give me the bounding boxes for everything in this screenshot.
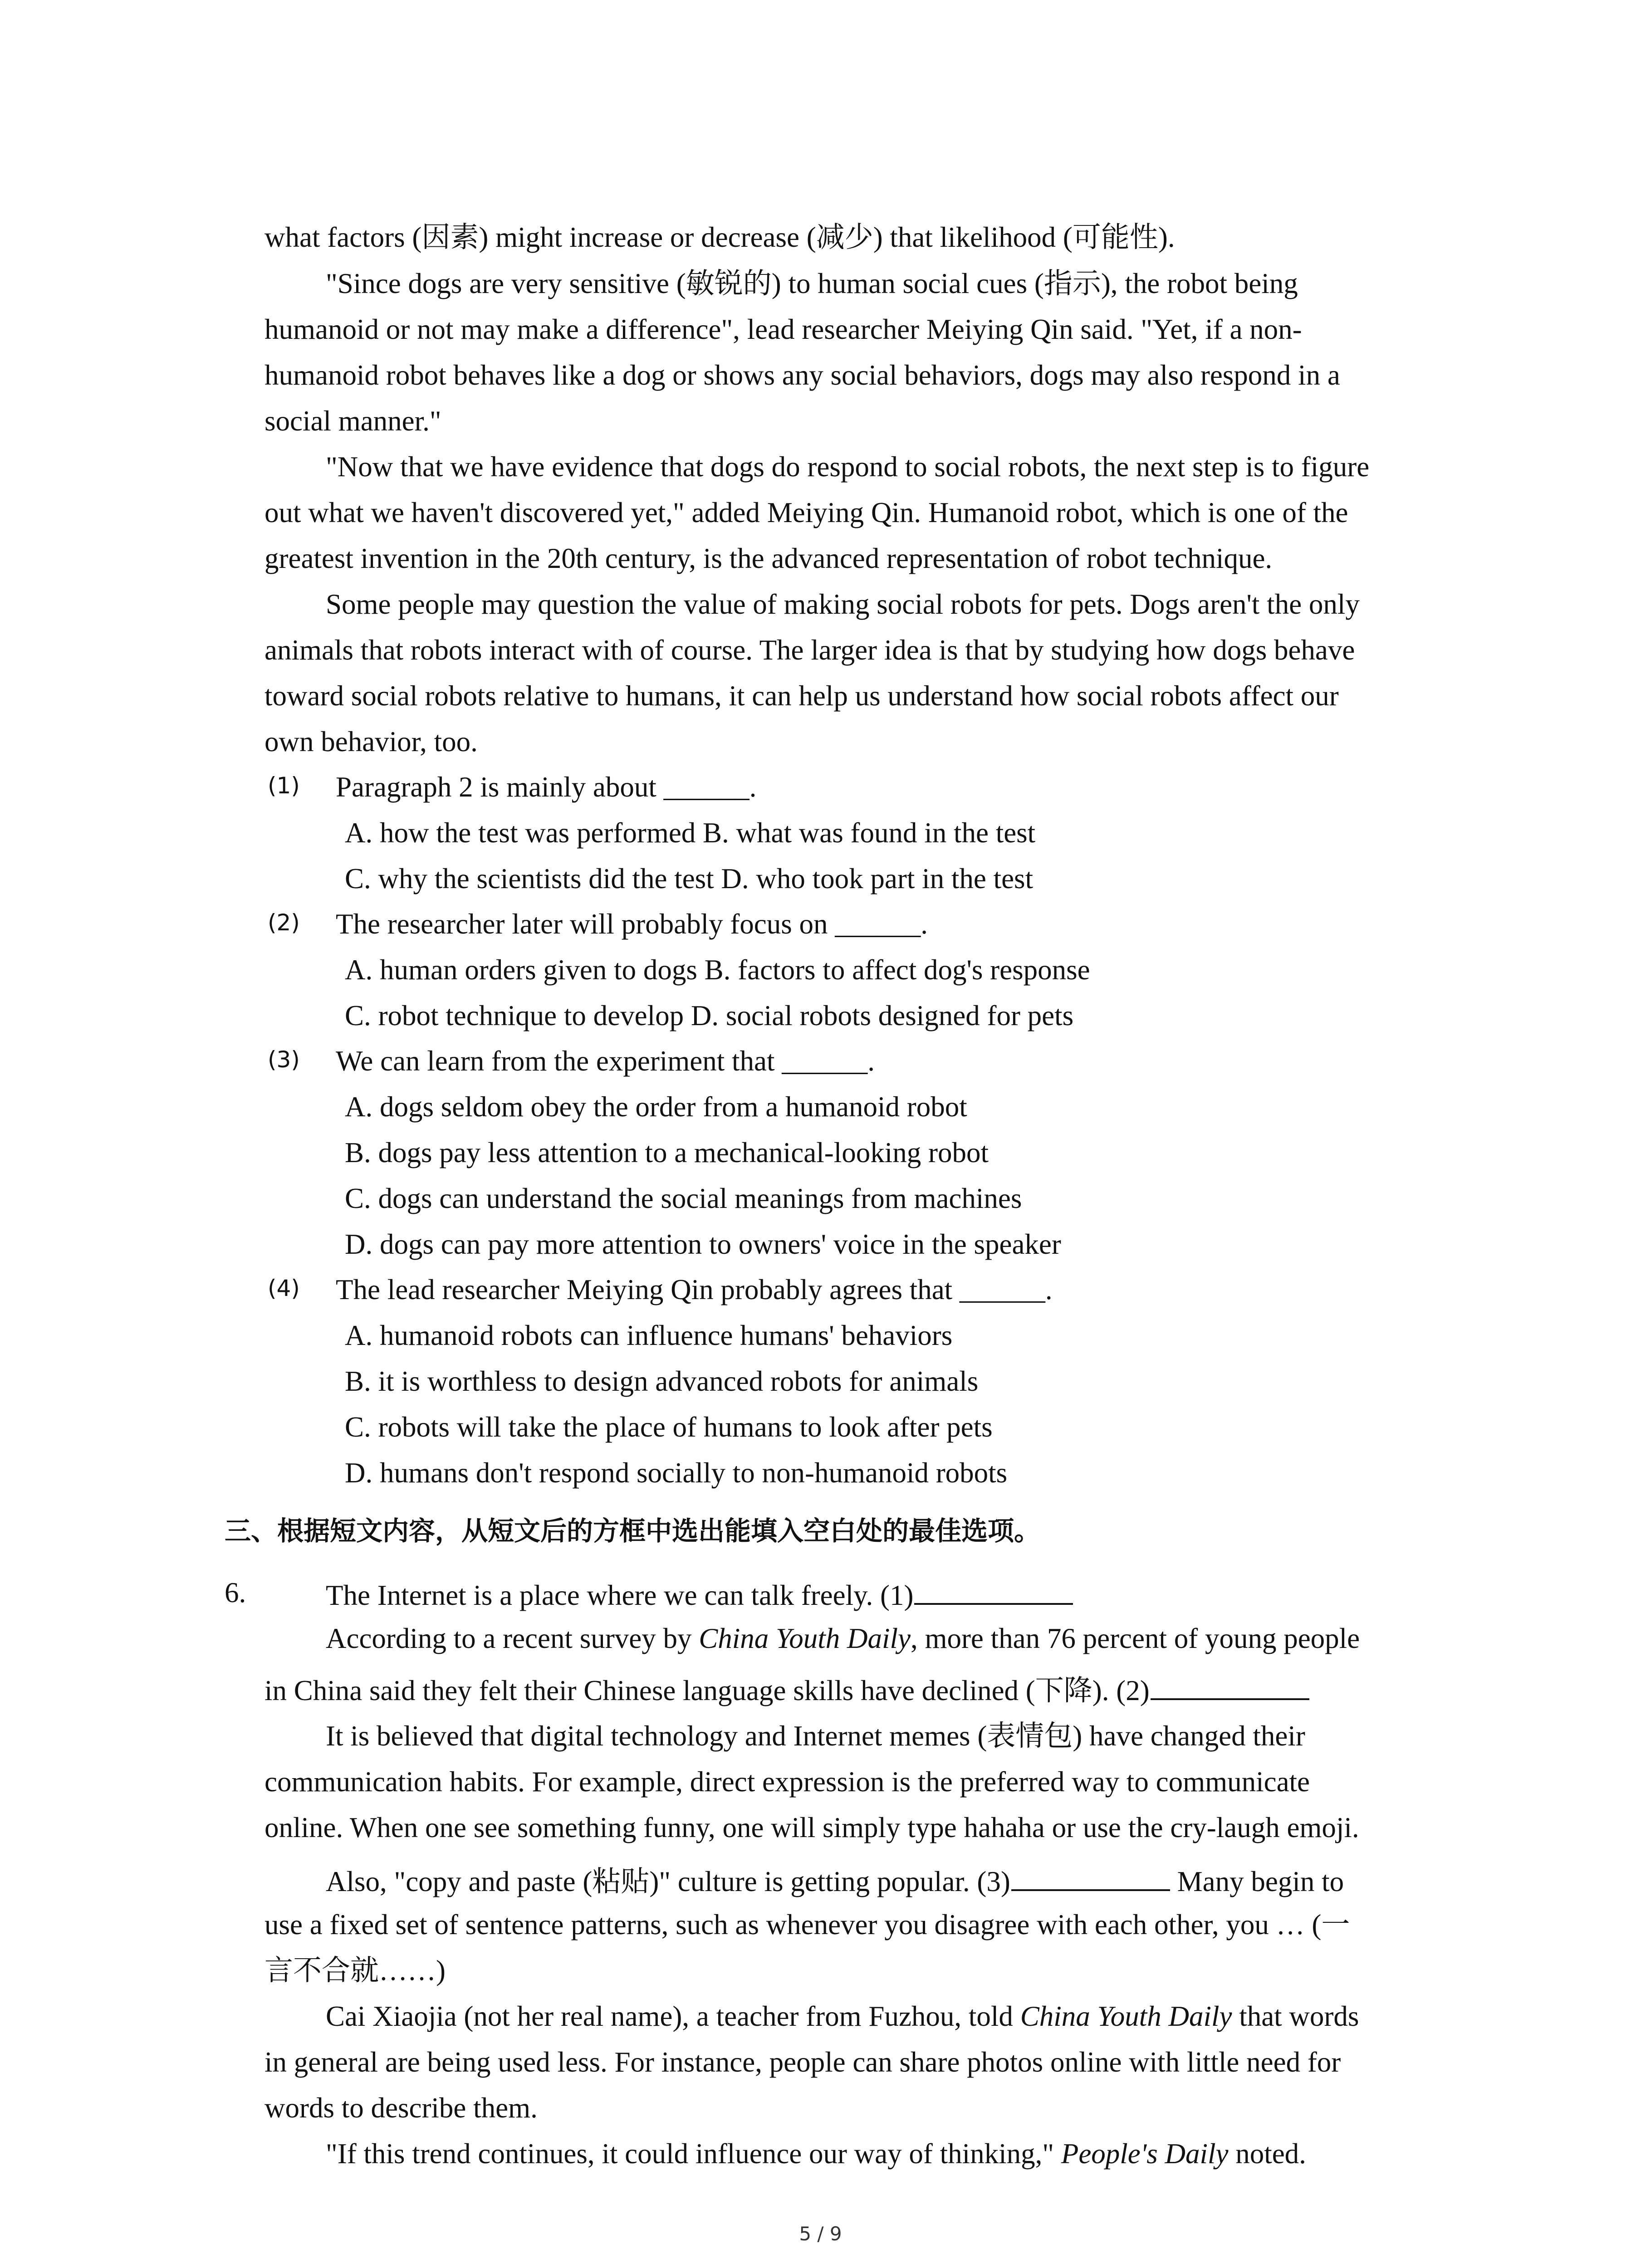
passage-line: humanoid robot behaves like a dog or shows any social behaviors, dogs may also respond in a — [265, 359, 1340, 391]
question-option: D. humans don't respond socially to non-humanoid robots — [345, 1457, 1008, 1489]
passage-line — [326, 2002, 1359, 2031]
passage-text: Many begin to — [1170, 1866, 1344, 1897]
passage-line — [326, 1579, 1073, 1610]
passage-line — [326, 1865, 1344, 1896]
passage-text: Also, "copy and paste (粘贴)" culture is getting popular. (3) — [326, 1866, 1010, 1897]
question-option: A. human orders given to dogs B. factors to affect dog's response — [345, 954, 1090, 986]
passage-line: animals that robots interact with of course. The larger idea is that by studying how dogs behave — [265, 634, 1355, 666]
passage-text: that words — [1232, 2000, 1359, 2032]
passage-line: words to describe them. — [265, 2092, 538, 2124]
section-heading: 三、根据短文内容，从短文后的方框中选出能填入空白处的最佳选项。 — [225, 1515, 1041, 1546]
question-option: C. robots will take the place of humans to look after pets — [345, 1411, 993, 1443]
passage-line: "Since dogs are very sensitive (敏锐的) to human social cues (指示), the robot being — [326, 268, 1298, 299]
newspaper-name: China Youth Daily — [699, 1623, 911, 1654]
question-option: C. why the scientists did the test D. who took part in the test — [345, 863, 1034, 894]
question-option: A. humanoid robots can influence humans' behaviors — [345, 1320, 953, 1351]
passage-line — [326, 1624, 1360, 1653]
passage-line: what factors (因素) might increase or decrease (减少) that likelihood (可能性). — [265, 221, 1175, 253]
passage-line: in general are being used less. For instance, people can share photos online with little need for — [265, 2046, 1341, 2078]
question-number: (3) — [268, 1046, 300, 1073]
passage-text: According to a recent survey by — [326, 1623, 699, 1654]
question-stem: Paragraph 2 is mainly about ______. — [336, 771, 757, 803]
passage-text: The Internet is a place where we can talk freely. (1) — [326, 1579, 914, 1611]
passage-line: humanoid or not may make a difference", lead researcher Meiying Qin said. "Yet, if a non- — [265, 313, 1302, 345]
passage-line: out what we haven't discovered yet," added Meiying Qin. Humanoid robot, which is one of the — [265, 497, 1348, 528]
passage-line: toward social robots relative to humans, it can help us understand how social robots affect our — [265, 680, 1339, 712]
passage-text: , more than 76 percent of young people — [910, 1623, 1360, 1654]
question-number: (2) — [268, 909, 300, 936]
question-option: C. robot technique to develop D. social robots designed for pets — [345, 1000, 1074, 1031]
passage-text: "If this trend continues, it could influence our way of thinking," — [326, 2138, 1061, 2170]
question-option: C. dogs can understand the social meanings from machines — [345, 1183, 1022, 1214]
question-number: (4) — [268, 1275, 300, 1301]
question-option: A. how the test was performed B. what was found in the test — [345, 817, 1036, 849]
answer-blank[interactable] — [1011, 1865, 1170, 1891]
passage-text: in China said they felt their Chinese language skills have declined (下降). (2) — [265, 1675, 1150, 1706]
question-number: (1) — [268, 772, 300, 799]
question-stem: The lead researcher Meiying Qin probably agrees that ______. — [336, 1274, 1053, 1305]
question-stem: The researcher later will probably focus on ______. — [336, 908, 928, 940]
question-option: B. dogs pay less attention to a mechanical-looking robot — [345, 1137, 989, 1168]
passage-line: Some people may question the value of making social robots for pets. Dogs aren't the only — [326, 588, 1360, 620]
passage-line: social manner." — [265, 405, 441, 437]
page-number: 5 / 9 — [799, 2223, 842, 2245]
question-option: A. dogs seldom obey the order from a humanoid robot — [345, 1091, 967, 1123]
passage-line: greatest invention in the 20th century, is the advanced representation of robot technique. — [265, 543, 1273, 574]
passage-line: own behavior, too. — [265, 726, 478, 758]
newspaper-name: People's Daily — [1061, 2138, 1229, 2170]
passage-line: use a fixed set of sentence patterns, such as whenever you disagree with each other, you … (一 — [265, 1909, 1350, 1941]
passage-text: noted. — [1228, 2138, 1306, 2170]
passage-line: 言不合就……) — [265, 1955, 446, 1986]
question-option: D. dogs can pay more attention to owners' voice in the speaker — [345, 1228, 1061, 1260]
passage-line: "Now that we have evidence that dogs do respond to social robots, the next step is to figure — [326, 451, 1370, 483]
question-number: 6. — [225, 1577, 246, 1608]
passage-line: It is believed that digital technology and Internet memes (表情包) have changed their — [326, 1720, 1305, 1752]
question-option: B. it is worthless to design advanced robots for animals — [345, 1365, 979, 1397]
passage-line — [265, 1674, 1309, 1705]
question-stem: We can learn from the experiment that ______. — [336, 1045, 875, 1077]
answer-blank[interactable] — [914, 1579, 1073, 1605]
passage-line: communication habits. For example, direct expression is the preferred way to communicate — [265, 1766, 1310, 1798]
passage-line — [326, 2140, 1306, 2168]
answer-blank[interactable] — [1151, 1674, 1309, 1700]
passage-text: Cai Xiaojia (not her real name), a teacher from Fuzhou, told — [326, 2000, 1020, 2032]
newspaper-name: China Youth Daily — [1020, 2000, 1232, 2032]
passage-line: online. When one see something funny, one will simply type hahaha or use the cry-laugh emoji. — [265, 1812, 1359, 1843]
